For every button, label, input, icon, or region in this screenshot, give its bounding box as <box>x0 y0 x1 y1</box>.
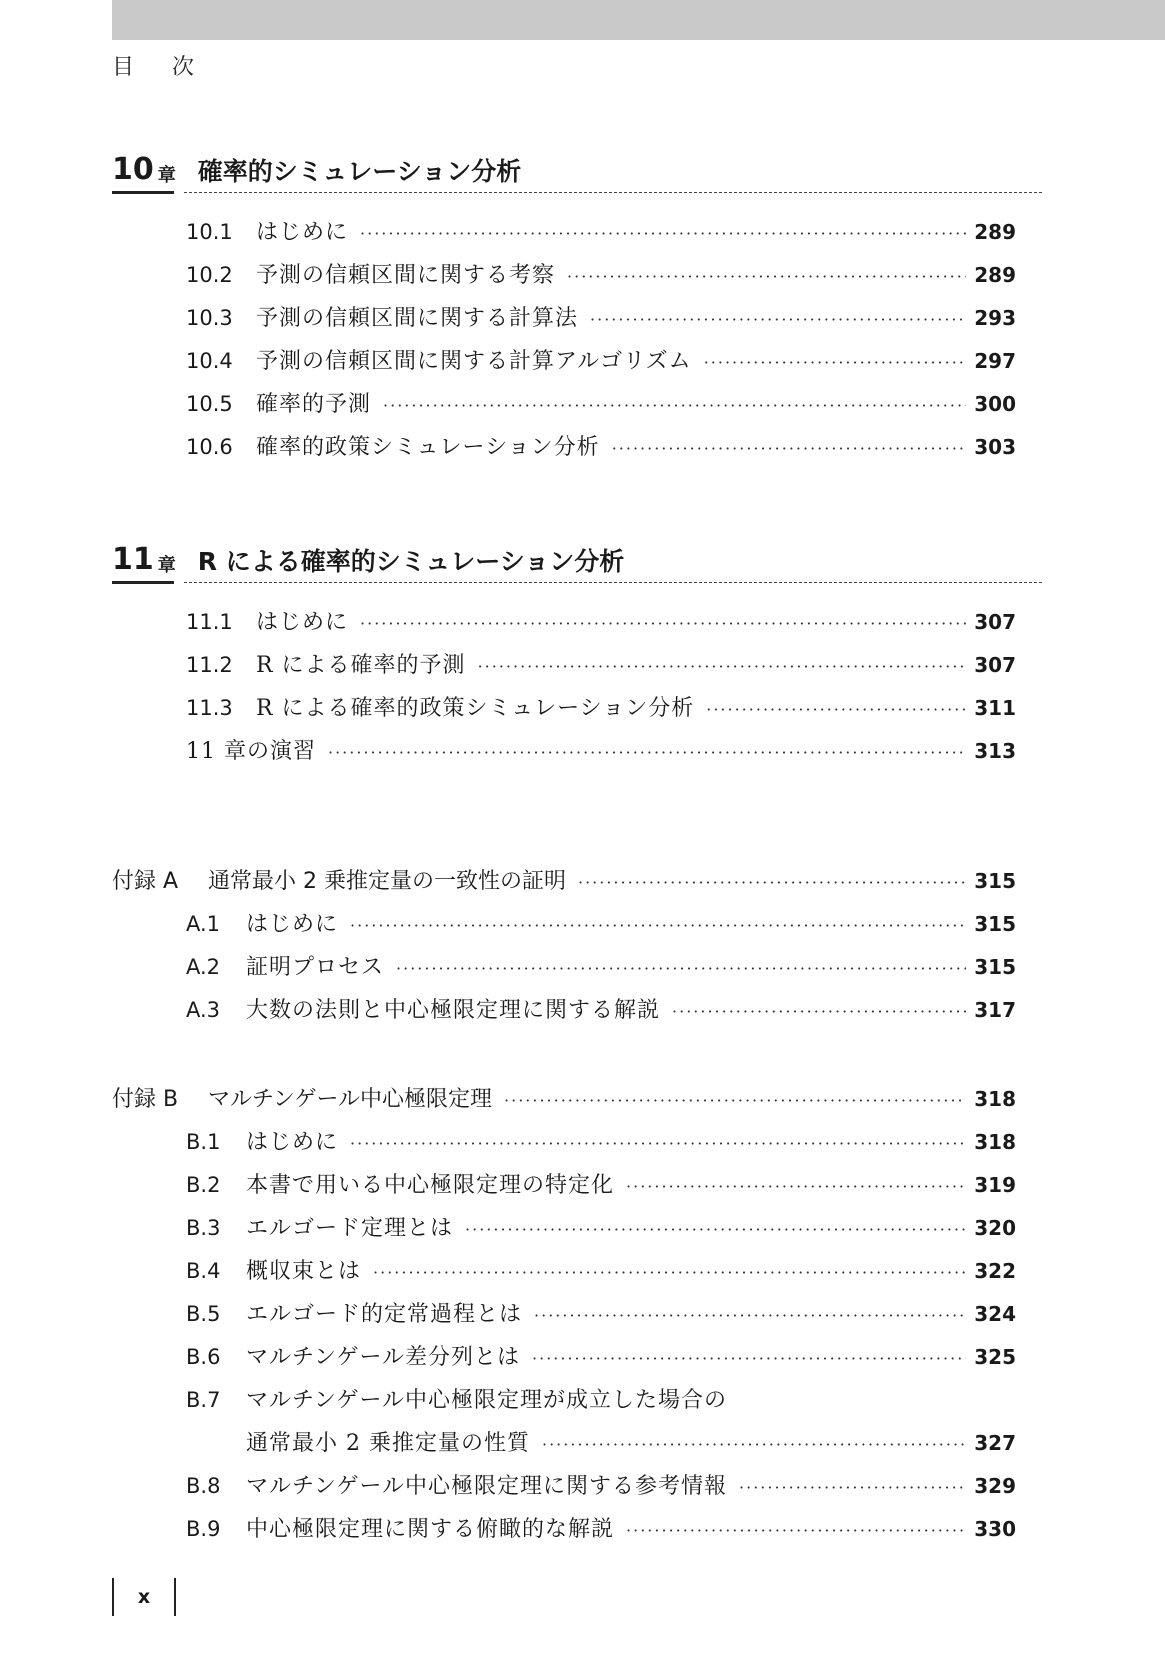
entry-title: R による確率的予測 <box>256 653 466 678</box>
page-number: 315 <box>974 869 1016 893</box>
appendix-title: 通常最小 2 乗推定量の一致性の証明 <box>208 869 566 894</box>
toc-entry[interactable] <box>186 215 1016 245</box>
dot-leader <box>567 267 966 286</box>
toc-entry[interactable] <box>186 605 1016 635</box>
entry-title: 中心極限定理に関する俯瞰的な解説 <box>246 1517 615 1542</box>
dot-leader <box>478 657 966 676</box>
entry-title-continuation: 通常最小 2 乗推定量の性質 <box>246 1431 530 1456</box>
toc-entry[interactable] <box>186 734 1016 764</box>
chapter-rule <box>112 581 1042 584</box>
page-number: 300 <box>974 392 1016 416</box>
toc-entry-continuation[interactable] <box>186 1426 1016 1456</box>
dot-leader <box>350 1134 966 1153</box>
toc-entry[interactable] <box>186 907 1016 937</box>
dot-leader <box>626 1521 966 1540</box>
dot-leader <box>542 1435 966 1454</box>
page-number: 293 <box>974 306 1016 330</box>
page-number: 297 <box>974 349 1016 373</box>
entry-title: 予測の信頼区間に関する計算法 <box>256 306 579 331</box>
toc-entry[interactable] <box>186 430 1016 460</box>
toc-entry[interactable] <box>186 1211 1016 1241</box>
page-number: 317 <box>974 998 1016 1022</box>
toc-entry[interactable] <box>186 993 1016 1023</box>
entry-title: マルチンゲール中心極限定理に関する参考情報 <box>246 1474 728 1499</box>
dot-leader <box>373 1263 966 1282</box>
toc-entry[interactable] <box>186 258 1016 288</box>
dot-leader <box>350 916 966 935</box>
appendix-title: マルチンゲール中心極限定理 <box>208 1087 493 1112</box>
section-number: A.2 <box>186 955 221 979</box>
entry-title: 11 章の演習 <box>186 739 316 764</box>
entry-title: はじめに <box>256 220 349 245</box>
dot-leader <box>383 396 966 415</box>
dot-leader <box>626 1177 966 1196</box>
page-number: 327 <box>974 1431 1016 1455</box>
entry-title: はじめに <box>246 1130 339 1155</box>
entry-title: 確率的政策シミュレーション分析 <box>256 435 600 460</box>
page-number: 289 <box>974 263 1016 287</box>
entry-title: 本書で用いる中心極限定理の特定化 <box>246 1173 615 1198</box>
appendix-heading[interactable] <box>112 864 1016 894</box>
section-number: A.3 <box>186 998 221 1022</box>
entry-title: R による確率的政策シミュレーション分析 <box>256 696 695 721</box>
dot-leader <box>739 1478 966 1497</box>
dot-leader <box>360 614 966 633</box>
toc-entry[interactable] <box>186 1512 1016 1542</box>
section-number: 10.5 <box>186 392 233 416</box>
toc-entry[interactable] <box>186 1125 1016 1155</box>
entry-title: はじめに <box>246 912 339 937</box>
section-number: 11.3 <box>186 696 233 720</box>
header-bar <box>112 0 1165 40</box>
toc-entry[interactable] <box>186 1254 1016 1284</box>
page-number: 313 <box>974 739 1016 763</box>
page-number: 307 <box>974 610 1016 634</box>
entry-title: 大数の法則と中心極限定理に関する解説 <box>246 998 661 1023</box>
dot-leader <box>532 1349 966 1368</box>
page-number: 315 <box>974 912 1016 936</box>
page-number: 303 <box>974 435 1016 459</box>
entry-title: はじめに <box>256 610 349 635</box>
chapter-unit: 章 <box>157 165 176 186</box>
dot-leader <box>590 310 966 329</box>
chapter-rule <box>112 191 1042 194</box>
toc-entry[interactable] <box>186 387 1016 417</box>
toc-entry[interactable] <box>186 1340 1016 1370</box>
toc-entry[interactable] <box>186 950 1016 980</box>
chapter-title: 確率的シミュレーション分析 <box>197 157 522 186</box>
section-number: 10.1 <box>186 220 233 244</box>
page-number: 319 <box>974 1173 1016 1197</box>
dot-leader <box>465 1220 966 1239</box>
appendix-heading[interactable] <box>112 1082 1016 1112</box>
entry-title: マルチンゲール差分列とは <box>246 1345 521 1370</box>
section-number: 11.1 <box>186 610 233 634</box>
entry-title: マルチンゲール中心極限定理が成立した場合の <box>246 1388 728 1413</box>
dot-leader <box>706 700 966 719</box>
page-number: 307 <box>974 653 1016 677</box>
dot-leader <box>672 1002 966 1021</box>
section-number: B.6 <box>186 1345 221 1369</box>
page-number: 318 <box>974 1087 1016 1111</box>
section-number: 10.3 <box>186 306 233 330</box>
toc-entry[interactable] <box>186 691 1016 721</box>
section-number: B.3 <box>186 1216 221 1240</box>
entry-title: エルゴード定理とは <box>246 1216 454 1241</box>
page-number: 324 <box>974 1302 1016 1326</box>
section-number: B.9 <box>186 1517 221 1541</box>
section-number: B.1 <box>186 1130 221 1154</box>
page-number: 325 <box>974 1345 1016 1369</box>
toc-entry[interactable] <box>186 344 1016 374</box>
page-number: 318 <box>974 1130 1016 1154</box>
section-number: B.8 <box>186 1474 221 1498</box>
section-number: 10.2 <box>186 263 233 287</box>
chapter-number: 11 <box>112 542 154 577</box>
toc-entry[interactable] <box>186 1469 1016 1499</box>
entry-title: 確率的予測 <box>256 392 372 417</box>
dot-leader <box>396 959 966 978</box>
page-number: 315 <box>974 955 1016 979</box>
section-number: A.1 <box>186 912 221 936</box>
footer-page-number: x <box>137 1586 151 1608</box>
page-number: 330 <box>974 1517 1016 1541</box>
section-number: B.5 <box>186 1302 221 1326</box>
toc-entry[interactable] <box>186 648 1016 678</box>
toc-entry[interactable] <box>186 301 1016 331</box>
entry-title: エルゴード的定常過程とは <box>246 1302 523 1327</box>
section-number: B.4 <box>186 1259 221 1283</box>
dot-leader <box>704 353 966 372</box>
section-number: 11.2 <box>186 653 233 677</box>
section-number: B.7 <box>186 1388 221 1412</box>
page-number: 320 <box>974 1216 1016 1240</box>
section-number: 10.6 <box>186 435 233 459</box>
page-number: 311 <box>974 696 1016 720</box>
toc-entry[interactable] <box>186 1297 1016 1327</box>
page-number: 289 <box>974 220 1016 244</box>
dot-leader <box>504 1091 966 1110</box>
appendix-label: 付録 A <box>112 869 179 894</box>
dot-leader <box>612 439 966 458</box>
chapter-heading <box>112 535 1042 584</box>
page-number: 329 <box>974 1474 1016 1498</box>
appendix-label: 付録 B <box>112 1087 179 1112</box>
entry-title: 予測の信頼区間に関する計算アルゴリズム <box>256 349 692 374</box>
chapter-heading <box>112 145 1042 194</box>
page-footer <box>112 1578 176 1616</box>
chapter-unit: 章 <box>157 555 176 576</box>
chapter-title: R による確率的シミュレーション分析 <box>197 547 625 576</box>
toc-entry[interactable] <box>186 1168 1016 1198</box>
dot-leader <box>534 1306 966 1325</box>
entry-title: 概収束とは <box>246 1259 362 1284</box>
dot-leader <box>328 743 966 762</box>
dot-leader <box>578 873 966 892</box>
entry-title: 予測の信頼区間に関する考察 <box>256 263 556 288</box>
page-title: 目次 <box>112 55 233 80</box>
toc-entry[interactable] <box>186 1383 1016 1413</box>
section-number: 10.4 <box>186 349 233 373</box>
footer-rule-right <box>174 1578 176 1616</box>
entry-title: 証明プロセス <box>246 955 385 980</box>
page-number: 322 <box>974 1259 1016 1283</box>
dot-leader <box>360 224 966 243</box>
section-number: B.2 <box>186 1173 221 1197</box>
chapter-number: 10 <box>112 152 154 187</box>
